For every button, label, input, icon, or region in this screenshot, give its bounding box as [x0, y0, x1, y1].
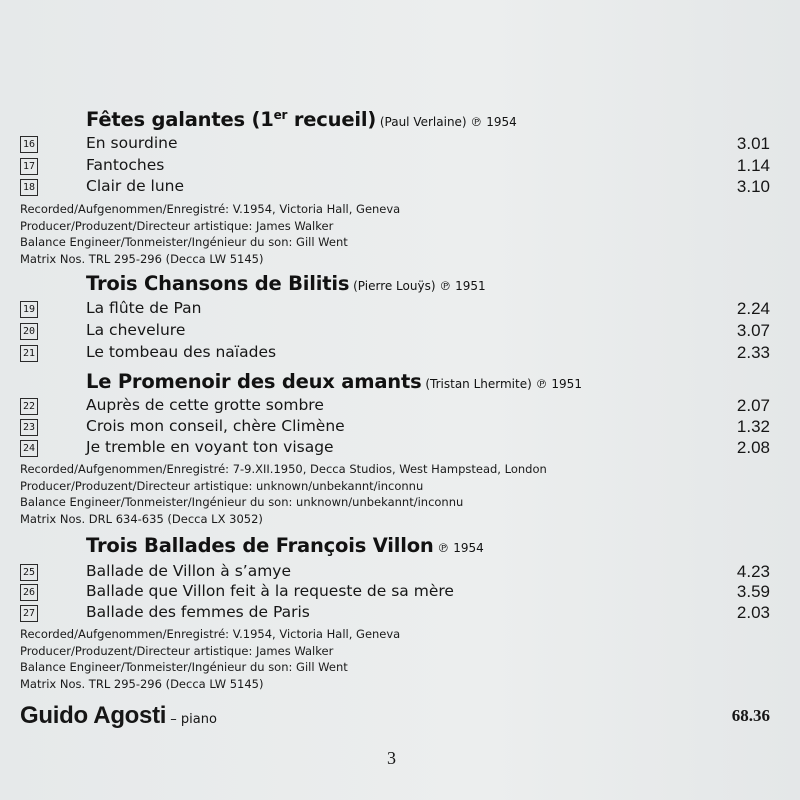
section-title: Trois Ballades de François Villon: [86, 534, 434, 557]
track-title: Clair de lune: [86, 177, 185, 195]
track-duration: 1.14: [736, 156, 770, 175]
track-title: Fantoches: [86, 156, 165, 174]
credit-line: Matrix Nos. DRL 634-635 (Decca LX 3052): [20, 511, 263, 526]
section-meta: (Paul Verlaine) ℗ 1954: [376, 115, 517, 129]
track-duration: 2.24: [736, 299, 770, 318]
track-row: [20, 562, 770, 584]
section-title: Fêtes galantes (1: [86, 108, 274, 131]
track-duration: 2.08: [736, 438, 770, 457]
track-title: Ballade des femmes de Paris: [86, 603, 310, 621]
track-duration: 1.32: [736, 417, 770, 436]
section-title-superscript: er: [273, 108, 288, 122]
credit-line: Matrix Nos. TRL 295-296 (Decca LW 5145): [20, 251, 264, 266]
credit-line: Recorded/Aufgenommen/Enregistré: V.1954, Victoria Hall, Geneva: [20, 627, 401, 641]
credit-line: Producer/Produzent/Directeur artistique: unknown/unbekannt/inconnu: [20, 478, 424, 493]
track-duration: 3.59: [736, 582, 770, 601]
track-row: [20, 299, 770, 321]
section-title: Le Promenoir des deux amants: [86, 370, 422, 393]
track-row: [20, 582, 770, 604]
recording-credits: [20, 201, 400, 267]
track-row: [20, 438, 770, 460]
track-number: 25: [20, 564, 38, 581]
track-duration: 3.07: [736, 321, 770, 340]
track-title: Ballade de Villon à s’amye: [86, 562, 291, 580]
credit-line: Balance Engineer/Tonmeister/Ingénieur du son: unknown/unbekannt/inconnu: [20, 495, 464, 509]
track-number: 24: [20, 440, 38, 457]
section-heading: [86, 272, 486, 295]
section-heading: [86, 534, 484, 557]
track-number: 20: [20, 323, 38, 340]
recording-credits: [20, 461, 547, 527]
recording-credits: [20, 626, 400, 692]
page-number: 3: [387, 748, 396, 768]
track-duration: 4.23: [736, 562, 770, 581]
credit-line: Producer/Produzent/Directeur artistique: James Walker: [20, 643, 334, 658]
track-number: 16: [20, 136, 38, 153]
track-number: 19: [20, 301, 38, 318]
section-title: Trois Chansons de Bilitis: [86, 272, 350, 295]
artist-name: Guido Agosti: [20, 702, 167, 729]
track-title: En sourdine: [86, 134, 178, 152]
credit-line: Balance Engineer/Tonmeister/Ingénieur du son: Gill Went: [20, 235, 348, 249]
track-duration: 2.03: [736, 603, 770, 622]
track-title: Crois mon conseil, chère Climène: [86, 417, 345, 435]
track-row: [20, 321, 770, 343]
performer-credit: [20, 702, 217, 730]
credit-line: Matrix Nos. TRL 295-296 (Decca LW 5145): [20, 676, 264, 691]
track-duration: 2.33: [736, 343, 770, 362]
credit-line: Recorded/Aufgenommen/Enregistré: V.1954, Victoria Hall, Geneva: [20, 202, 401, 216]
section-meta: (Tristan Lhermite) ℗ 1951: [421, 377, 582, 391]
track-title: Auprès de cette grotte sombre: [86, 396, 324, 414]
track-number: 26: [20, 584, 38, 601]
section-heading: [86, 370, 582, 393]
track-title: Je tremble en voyant ton visage: [86, 438, 334, 456]
track-duration: 3.01: [736, 134, 770, 153]
track-row: [20, 343, 770, 365]
track-title: La flûte de Pan: [86, 299, 202, 317]
total-duration: 68.36: [731, 706, 770, 725]
section-title-end: recueil): [287, 108, 377, 131]
track-row: [20, 134, 770, 156]
track-row: [20, 177, 770, 199]
track-number: 22: [20, 398, 38, 415]
track-number: 27: [20, 605, 38, 622]
track-number: 23: [20, 419, 38, 436]
track-duration: 2.07: [736, 396, 770, 415]
track-number: 18: [20, 179, 38, 196]
track-row: [20, 156, 770, 178]
credit-line: Producer/Produzent/Directeur artistique: James Walker: [20, 218, 334, 233]
section-meta: ℗ 1954: [433, 541, 484, 555]
track-number: 17: [20, 158, 38, 175]
track-title: La chevelure: [86, 321, 186, 339]
section-heading: [86, 108, 517, 131]
credit-line: Recorded/Aufgenommen/Enregistré: 7-9.XII.1950, Decca Studios, West Hampstead, London: [20, 462, 547, 476]
track-row: [20, 603, 770, 625]
track-duration: 3.10: [736, 177, 770, 196]
track-title: Le tombeau des naïades: [86, 343, 277, 361]
credit-line: Balance Engineer/Tonmeister/Ingénieur du son: Gill Went: [20, 660, 348, 674]
artist-role: – piano: [166, 712, 217, 727]
track-row: [20, 417, 770, 439]
track-title: Ballade que Villon feit à la requeste de sa mère: [86, 582, 454, 600]
section-meta: (Pierre Louÿs) ℗ 1951: [349, 279, 486, 293]
track-number: 21: [20, 345, 38, 362]
track-row: [20, 396, 770, 418]
